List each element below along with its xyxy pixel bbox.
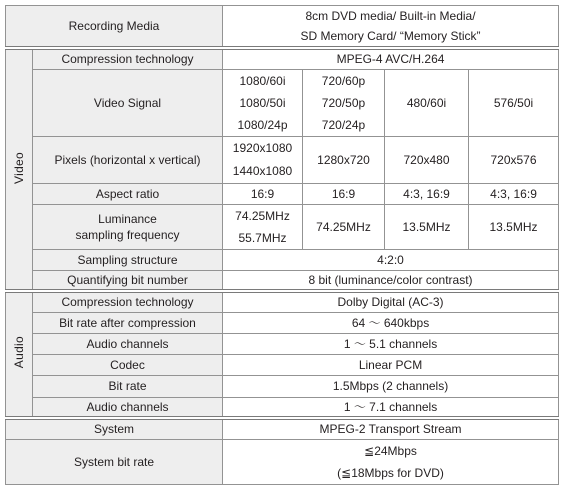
audio-channels-pcm-label: Audio channels — [33, 397, 223, 418]
aspect-ratio-col2: 16:9 — [303, 183, 385, 204]
audio-compression-label: Compression technology — [33, 291, 223, 312]
video-signal-1080-24p: 1080/24p — [237, 117, 288, 132]
video-signal-label: Video Signal — [33, 69, 223, 136]
audio-channels-ac3-row — [6, 333, 559, 354]
luminance-55-7mhz: 55.7MHz — [238, 230, 287, 245]
luminance-col2: 74.25MHz — [303, 204, 385, 249]
video-signal-col4: 576/50i — [469, 69, 559, 136]
video-compression-row — [6, 48, 559, 69]
system-bitrate-value — [223, 439, 559, 484]
aspect-ratio-col4: 4:3, 16:9 — [469, 183, 559, 204]
quantifying-bit-row — [6, 270, 559, 291]
spec-table-body — [6, 6, 559, 485]
luminance-row — [6, 204, 559, 249]
spec-table — [5, 5, 559, 485]
system-bitrate-max: ≦24Mbps — [364, 443, 417, 458]
audio-compression-value: Dolby Digital (AC-3) — [223, 291, 559, 312]
recording-media-line-1: 8cm DVD media/ Built-in Media/ — [305, 9, 476, 23]
pixels-col2: 1280x720 — [303, 136, 385, 183]
system-label: System — [6, 418, 223, 439]
video-signal-1080-50i: 1080/50i — [239, 95, 286, 110]
sampling-structure-label: Sampling structure — [33, 249, 223, 270]
video-signal-row — [6, 69, 559, 136]
recording-media-value — [223, 6, 559, 49]
aspect-ratio-label: Aspect ratio — [33, 183, 223, 204]
audio-bitrate-value: 1.5Mbps (2 channels) — [223, 375, 559, 397]
luminance-col3: 13.5MHz — [385, 204, 469, 249]
recording-media-line-2: SD Memory Card/ “Memory Stick” — [300, 29, 481, 43]
video-signal-720-24p: 720/24p — [321, 117, 366, 132]
sampling-structure-row — [6, 249, 559, 270]
audio-bitrate-after-value: 64 ～ 640kbps — [223, 312, 559, 333]
audio-channels-ac3-label: Audio channels — [33, 333, 223, 354]
quantifying-bit-value: 8 bit (luminance/color contrast) — [223, 270, 559, 291]
pixels-col4: 720x576 — [469, 136, 559, 183]
audio-bitrate-after-label: Bit rate after compression — [33, 312, 223, 333]
video-compression-value: MPEG-4 AVC/H.264 — [223, 48, 559, 69]
audio-channels-ac3-value: 1 ～ 5.1 channels — [223, 333, 559, 354]
video-section-label — [6, 48, 33, 291]
aspect-ratio-col1: 16:9 — [223, 183, 303, 204]
recording-media-label: Recording Media — [6, 6, 223, 49]
audio-section-text: Audio — [12, 336, 26, 369]
audio-section-label — [6, 291, 33, 418]
audio-codec-value: Linear PCM — [223, 354, 559, 375]
video-signal-1080-60i: 1080/60i — [239, 73, 286, 88]
luminance-label-line-2: sampling frequency — [75, 227, 180, 242]
audio-channels-pcm-value: 1 ～ 7.1 channels — [223, 397, 559, 418]
pixels-row — [6, 136, 559, 183]
luminance-col4: 13.5MHz — [469, 204, 559, 249]
system-bitrate-dvd: (≦18Mbps for DVD) — [337, 465, 444, 480]
sampling-structure-value: 4:2:0 — [223, 249, 559, 270]
audio-codec-row — [6, 354, 559, 375]
video-section-text: Video — [12, 151, 26, 184]
aspect-ratio-row — [6, 183, 559, 204]
audio-channels-pcm-row — [6, 397, 559, 418]
audio-codec-label: Codec — [33, 354, 223, 375]
video-signal-col1 — [223, 69, 303, 136]
audio-bitrate-label: Bit rate — [33, 375, 223, 397]
pixels-col1 — [223, 136, 303, 183]
system-row — [6, 418, 559, 439]
pixels-col3: 720x480 — [385, 136, 469, 183]
system-bitrate-row — [6, 439, 559, 484]
video-signal-720-60p: 720/60p — [321, 73, 366, 88]
audio-bitrate-after-row — [6, 312, 559, 333]
pixels-1920x1080: 1920x1080 — [232, 140, 293, 155]
recording-media-row — [6, 6, 559, 49]
quantifying-bit-label: Quantifying bit number — [33, 270, 223, 291]
audio-compression-row — [6, 291, 559, 312]
pixels-label: Pixels (horizontal x vertical) — [33, 136, 223, 183]
aspect-ratio-col3: 4:3, 16:9 — [385, 183, 469, 204]
system-bitrate-label: System bit rate — [6, 439, 223, 484]
video-signal-col2 — [303, 69, 385, 136]
pixels-1440x1080: 1440x1080 — [232, 163, 293, 178]
luminance-label-line-1: Luminance — [98, 211, 157, 226]
luminance-74-25mhz: 74.25MHz — [235, 208, 290, 223]
luminance-col1 — [223, 204, 303, 249]
video-signal-col3: 480/60i — [385, 69, 469, 136]
system-value: MPEG-2 Transport Stream — [223, 418, 559, 439]
audio-bitrate-row — [6, 375, 559, 397]
video-compression-label: Compression technology — [33, 48, 223, 69]
luminance-label — [33, 204, 223, 249]
video-signal-720-50p: 720/50p — [321, 95, 366, 110]
